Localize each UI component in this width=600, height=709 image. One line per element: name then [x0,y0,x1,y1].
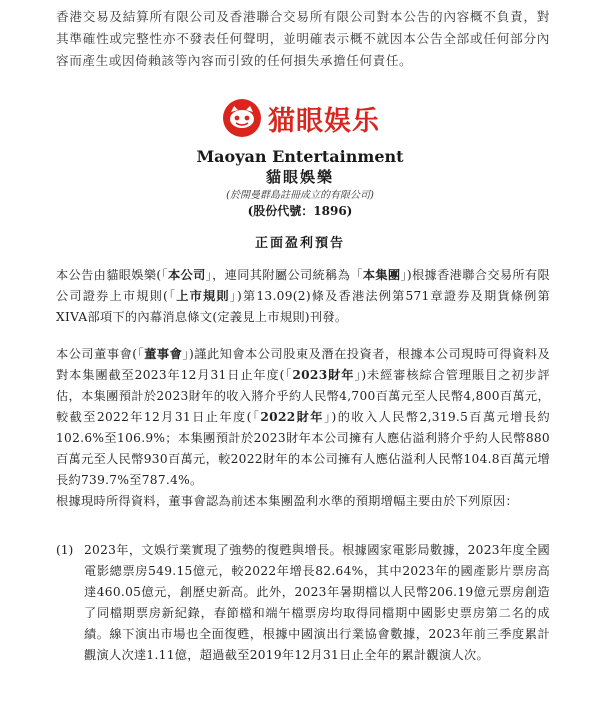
text-run: 本公司董事會(「 [56,347,145,361]
defined-term: 2022財年 [260,410,324,424]
stock-code: (股份代號：1896) [247,204,353,218]
text-run: 」)未經審核綜合管理賬目之初步評估，本集團預計於2023財年的收入將介乎約人民幣4,700百萬元至人民幣4,800百萬元，較截至2022年12月31日止年度(「 [56,368,550,424]
text-run: 」)的收入人民幣2,319.5百萬元增長約102.6%至106.9%；本集團預計於2023財年本公司擁有人應佔溢利將介乎約人民幣880百萬元至人民幣930百萬元，較2022財年的本公司擁有人應佔溢利人民幣104.8百萬元增長約739.7%至787.4%。 [56,410,550,487]
cat-face-icon [222,98,262,138]
paragraph-reasons-intro: 根據現時所得資料，董事會認為前述本集團盈利水準的預期增幅主要由於下列原因： [56,494,519,508]
disclaimer-text: 香港交易及結算所有限公司及香港聯合交易所有限公司對本公告的內容概不負責，對其準確性或完整性亦不發表任何聲明，並明確表示概不就因本公告全部或任何部分內容而產生或因倚賴該等內容而引致的任何損失承擔任何責任。 [56,9,550,68]
logo-wordmark: 猫眼娱乐 [268,105,380,137]
defined-term: 本集團 [362,268,401,282]
defined-term: 2023財年 [292,368,355,382]
maoyan-logo [222,98,382,138]
text-run: 」)謹此知會本公司股東及潛在投資者，根據本公司現時可得資料及對本集團截至2023年12月31日止年度(「 [56,347,551,382]
paragraph-intro [56,265,550,328]
announcement-title: 正面盈利預告 [254,236,345,251]
company-name-en: Maoyan Entertainment [196,147,404,166]
defined-term: 本公司 [168,268,206,282]
text-run: 」)第13.09(2)條及香港法例第571章證券及期貨條例第XIVA部項下的內幕消息條文(定義見上市規則)刊發。 [56,289,551,324]
paragraph-forecast [56,344,550,491]
item-text: 2023年，文娛行業實現了強勢的復甦與增長。根據國家電影局數據，2023年度全國電影總票房549.15億元，較2022年增長82.64%，其中2023年的國產影片票房高達460.05億元，創歷史新高。此外，2023年暑期檔以人民幣206.19億元票房創造了同檔期票房新紀錄，春節檔和端午檔票房均取得同檔期中國影史票房第二名的成績。線下演出市場也全面復甦，根據中國演出行業協會數據，2023年前三季度累計觀演人次達1.11億，超過截至2019年12月31日止全年的累計觀演人次。 [84,543,550,662]
incorporation-note: (於開曼群島註冊成立的有限公司) [226,190,374,201]
defined-term: 董事會 [144,347,183,361]
text-run: 本公告由貓眼娛樂(「 [56,268,168,282]
defined-term: 上市規則 [176,289,230,303]
item-number: (1) [56,543,74,557]
text-run: 」，連同其附屬公司統稱為「 [205,268,363,282]
company-name-zh: 貓眼娛樂 [265,168,334,186]
text-run: 」)根據香港聯合交易所有限公司證券上市規則(「 [56,268,551,303]
